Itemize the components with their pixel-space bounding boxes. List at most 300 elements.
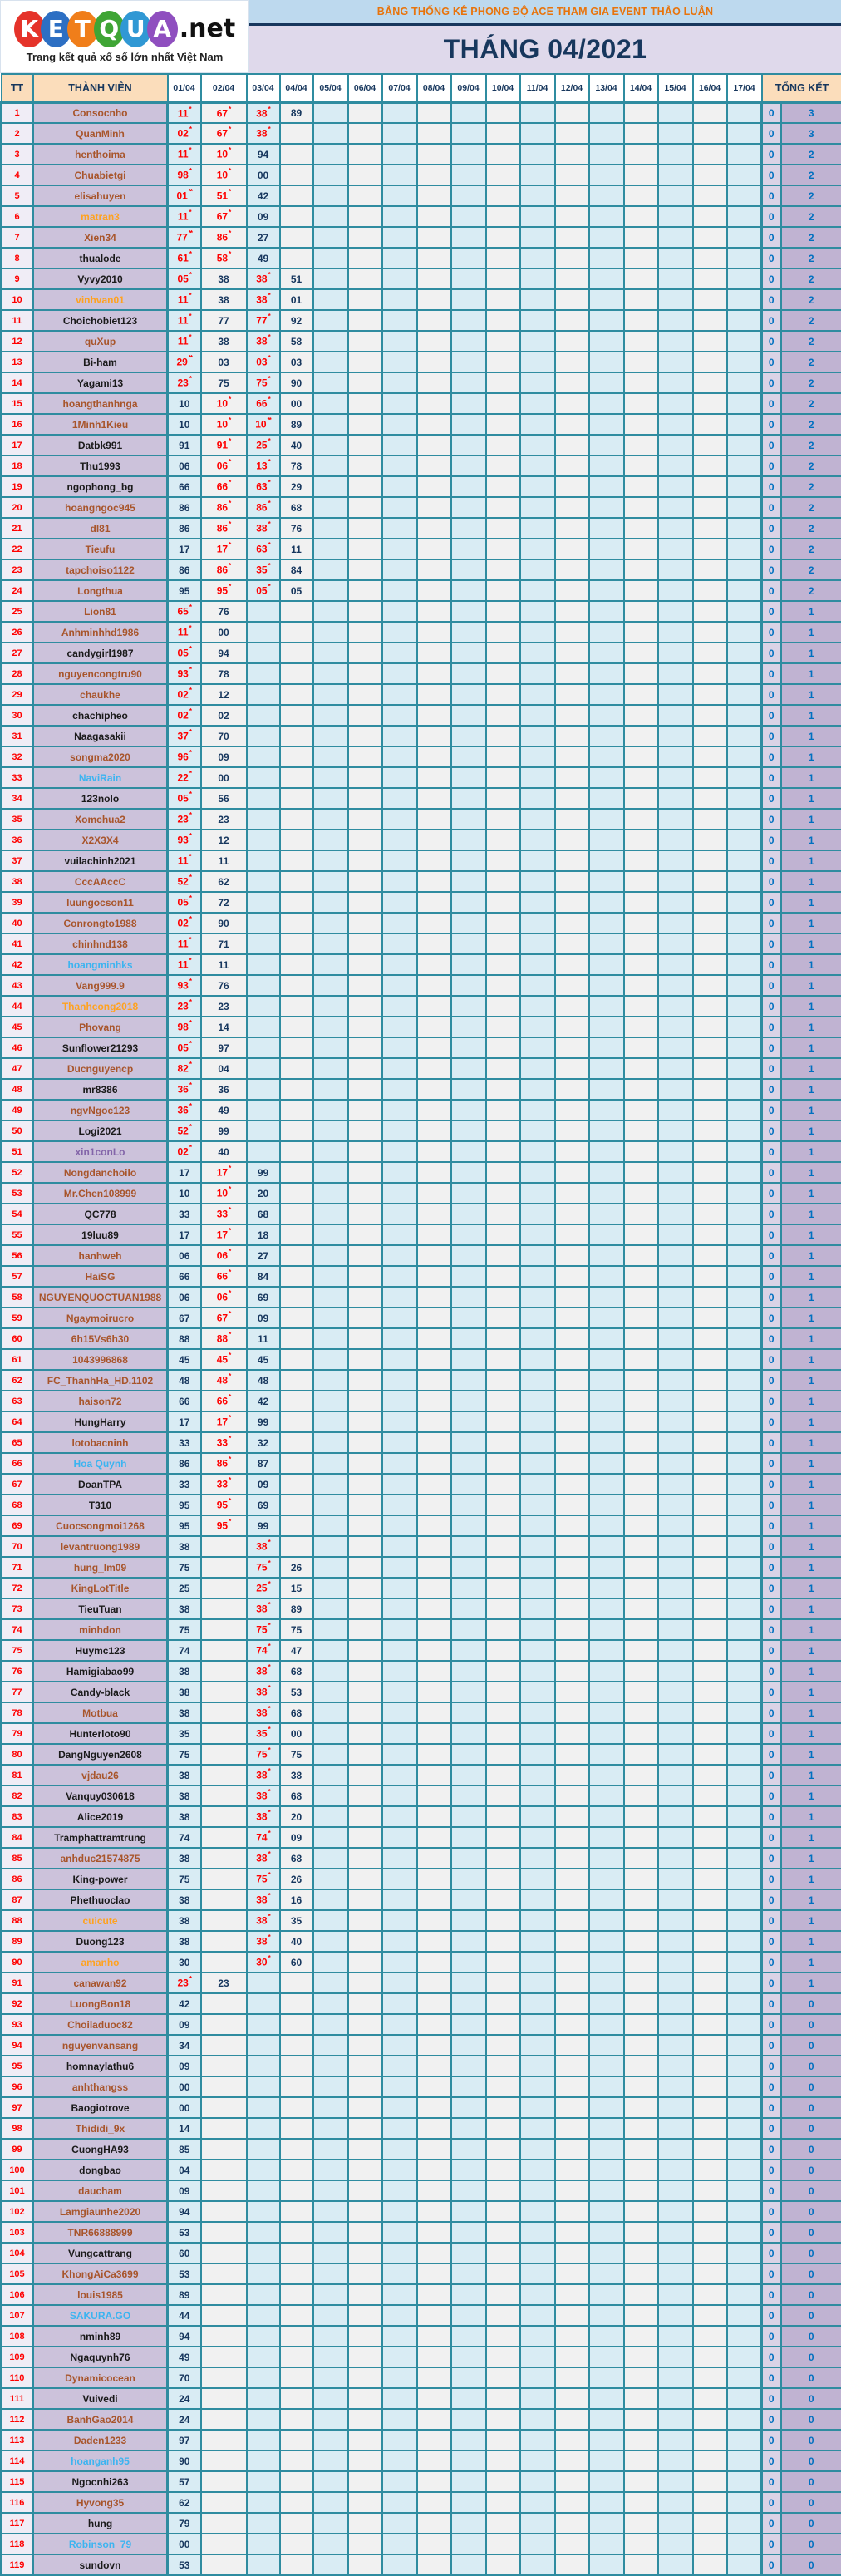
score-cell [486,1993,520,2014]
row-number: 104 [2,2243,33,2263]
score-cell [280,165,313,185]
score-cell [451,435,486,456]
score-cell [693,1204,727,1224]
score-cell [624,1578,658,1598]
score-cell [201,1785,247,1806]
score-value: 99 [258,1416,268,1428]
score-value: 34 [179,2040,189,2051]
row-number: 52 [2,1162,33,1183]
score-cell [486,2388,520,2409]
total-zero-cell: 0 [762,2014,781,2035]
score-cell [280,2554,313,2575]
score-cell [520,788,555,809]
score-value: 09 [218,751,229,763]
hit-star-marker: * [229,541,230,549]
score-cell [382,393,417,414]
table-row [2,1765,841,1785]
score-cell [451,1702,486,1723]
score-cell [693,2430,727,2450]
row-number: 77 [2,1682,33,1702]
score-cell [201,2471,247,2492]
score-cell [280,1079,313,1100]
score-cell [348,227,382,248]
score-cell [658,1183,693,1204]
score-cell [486,1162,520,1183]
score-cell [313,1889,348,1910]
score-cell [168,2347,201,2367]
total-zero-cell: 0 [762,1765,781,1785]
hit-star-marker: * [229,1331,230,1338]
score-cell [589,1391,624,1411]
score-cell [624,767,658,788]
score-cell [658,2160,693,2180]
score-value-hit: 38 [256,336,267,347]
score-cell [451,767,486,788]
score-cell [247,892,280,913]
score-cell [520,476,555,497]
score-value-hit: 63 [256,544,267,555]
score-cell [382,1952,417,1973]
score-cell [168,1619,201,1640]
score-value: 94 [218,648,229,659]
score-cell [247,185,280,206]
score-cell [451,310,486,331]
score-cell [417,1079,451,1100]
score-cell [247,2554,280,2575]
score-cell [589,2263,624,2284]
hit-star-marker: * [189,624,191,632]
score-value-hit: 38 [256,1666,267,1677]
score-cell [168,746,201,767]
score-cell [382,2222,417,2243]
score-cell [280,2430,313,2450]
score-cell [727,913,762,933]
score-cell [280,850,313,871]
score-cell [168,954,201,975]
score-cell [451,2243,486,2263]
score-cell [247,2056,280,2076]
score-cell [451,2284,486,2305]
score-cell [486,268,520,289]
total-zero-cell: 0 [762,809,781,830]
table-row [2,1245,841,1266]
table-row [2,289,841,310]
score-cell [417,850,451,871]
score-cell [168,2160,201,2180]
score-value-hit: 02 [178,128,189,140]
score-cell [382,2305,417,2326]
hit-star-marker: * [189,791,191,798]
score-cell [658,871,693,892]
score-cell [313,1121,348,1141]
score-cell [693,913,727,933]
score-value-hit: 98 [178,170,189,181]
score-cell [280,289,313,310]
score-cell [417,1536,451,1557]
row-number: 84 [2,1827,33,1848]
score-cell [555,767,589,788]
score-cell [555,684,589,705]
score-cell [451,1806,486,1827]
score-cell [486,1869,520,1889]
score-cell [313,1204,348,1224]
score-cell [348,1370,382,1391]
hit-star-marker: * [268,520,270,528]
score-cell [247,2201,280,2222]
table-row [2,1121,841,1141]
score-cell [168,2388,201,2409]
score-cell [520,850,555,871]
score-cell [201,393,247,414]
score-cell [382,2263,417,2284]
score-cell [555,372,589,393]
hit-star-marker: * [189,874,191,881]
score-cell [727,2139,762,2160]
score-cell [555,1474,589,1495]
score-cell [417,352,451,372]
score-cell [247,1308,280,1328]
score-cell [589,2014,624,2035]
hit-star-marker: * [229,479,230,486]
score-cell [486,2160,520,2180]
score-cell [727,2554,762,2575]
score-cell [658,352,693,372]
score-cell [727,726,762,746]
score-cell [520,622,555,643]
score-cell [417,310,451,331]
score-cell [693,559,727,580]
score-cell [624,1785,658,1806]
score-cell [382,1536,417,1557]
total-zero-cell: 0 [762,289,781,310]
score-cell [201,1308,247,1328]
score-cell [520,1557,555,1578]
score-cell [313,933,348,954]
member-name: Vungcattrang [33,2243,168,2263]
score-value: 26 [291,1874,302,1885]
score-cell [658,975,693,996]
hit-star-marker: * [268,1933,270,1941]
score-cell [727,1889,762,1910]
score-cell [417,1889,451,1910]
score-cell [486,1328,520,1349]
score-cell [382,2367,417,2388]
score-cell [451,559,486,580]
score-cell [313,850,348,871]
score-cell [520,456,555,476]
score-cell [417,2513,451,2534]
score-cell [348,2450,382,2471]
row-number: 65 [2,1432,33,1453]
score-value: 97 [179,2435,189,2446]
score-cell [624,2367,658,2388]
score-value-hit: 36 [178,1084,189,1096]
total-count-cell: 2 [781,559,841,580]
score-cell [658,2180,693,2201]
score-cell [201,1411,247,1432]
score-cell [168,1349,201,1370]
score-cell [624,2097,658,2118]
score-cell [417,123,451,144]
score-cell [658,2284,693,2305]
score-cell [201,2388,247,2409]
member-name: lotobacninh [33,1432,168,1453]
score-cell [280,1349,313,1370]
score-cell [313,1723,348,1744]
score-cell [486,726,520,746]
score-cell [168,1391,201,1411]
score-cell [348,2118,382,2139]
total-count-cell: 2 [781,144,841,165]
score-cell [589,1744,624,1765]
score-cell [201,144,247,165]
member-name: Motbua [33,1702,168,1723]
score-cell [589,601,624,622]
score-cell [589,1869,624,1889]
score-cell [280,1765,313,1785]
score-cell [280,2201,313,2222]
score-cell [168,1037,201,1058]
score-cell [624,165,658,185]
score-cell [280,1702,313,1723]
score-cell [727,2471,762,2492]
hit-star-marker: * [268,479,270,486]
member-name: NaviRain [33,767,168,788]
score-cell [247,268,280,289]
member-name: Dynamicocean [33,2367,168,2388]
row-number: 63 [2,1391,33,1411]
score-value: 49 [218,1105,229,1116]
total-count-cell: 1 [781,1869,841,1889]
score-cell [658,1391,693,1411]
score-cell [589,227,624,248]
score-cell [555,1889,589,1910]
score-cell [417,1765,451,1785]
score-cell [589,1349,624,1370]
score-cell [624,1453,658,1474]
score-value-hit: 17 [217,1229,228,1241]
score-cell [382,2160,417,2180]
score-cell [348,1141,382,1162]
score-cell [201,705,247,726]
score-cell [624,2201,658,2222]
score-cell [348,352,382,372]
hit-star-marker: * [229,1435,230,1442]
table-row [2,1785,841,1806]
score-cell [451,227,486,248]
total-count-cell: 1 [781,809,841,830]
score-value: 32 [258,1437,268,1449]
score-cell [313,2243,348,2263]
score-cell [382,1308,417,1328]
hit-star-marker: * [268,354,270,362]
score-cell [417,2409,451,2430]
score-cell [417,2014,451,2035]
score-cell [727,580,762,601]
score-value: 69 [258,1292,268,1303]
score-cell [313,746,348,767]
score-cell [658,2056,693,2076]
score-value-hit: 38 [256,1936,267,1948]
column-header-date: 02/04 [201,74,247,102]
member-name: Hoa Quynh [33,1453,168,1474]
score-cell [555,1682,589,1702]
score-cell [589,456,624,476]
score-cell [486,1495,520,1515]
score-cell [451,1224,486,1245]
logo-letter: A [147,11,178,47]
table-row [2,2056,841,2076]
score-cell [247,2263,280,2284]
score-cell [486,248,520,268]
score-cell [280,1723,313,1744]
score-cell [382,1557,417,1578]
score-cell [624,1204,658,1224]
score-cell [382,1245,417,1266]
score-cell [693,1370,727,1391]
score-cell [348,1058,382,1079]
member-name: Consocnho [33,102,168,123]
score-value: 74 [179,1645,189,1657]
score-cell [280,1287,313,1308]
score-cell [247,1100,280,1121]
score-cell [486,2492,520,2513]
table-row [2,414,841,435]
score-cell [727,1411,762,1432]
score-cell [727,331,762,352]
score-cell [693,310,727,331]
score-cell [520,2284,555,2305]
score-cell [201,2284,247,2305]
score-cell [201,1640,247,1661]
row-number: 13 [2,352,33,372]
score-value: 58 [291,336,302,347]
table-row [2,1869,841,1889]
score-value: 53 [179,2268,189,2280]
total-count-cell: 0 [781,2263,841,2284]
table-row [2,518,841,539]
score-cell [693,1723,727,1744]
score-cell [486,892,520,913]
score-cell [624,2035,658,2056]
score-value: 88 [179,1333,189,1345]
total-count-cell: 0 [781,2014,841,2035]
score-cell [658,1058,693,1079]
score-cell [247,1370,280,1391]
score-cell [486,2222,520,2243]
score-cell [280,2513,313,2534]
score-cell [624,2222,658,2243]
total-zero-cell: 0 [762,705,781,726]
score-cell [417,2076,451,2097]
score-cell [451,2222,486,2243]
score-cell [624,684,658,705]
row-number: 61 [2,1349,33,1370]
score-cell [417,1682,451,1702]
score-cell [520,1869,555,1889]
total-zero-cell: 0 [762,2471,781,2492]
score-value: 03 [218,357,229,368]
score-cell [589,850,624,871]
score-cell [280,518,313,539]
score-cell [624,1744,658,1765]
score-cell [624,393,658,414]
score-cell [555,414,589,435]
member-name: songma2020 [33,746,168,767]
score-cell [486,1515,520,1536]
total-zero-cell: 0 [762,663,781,684]
score-cell [201,601,247,622]
score-cell [520,830,555,850]
table-row [2,2139,841,2160]
score-cell [451,2056,486,2076]
row-number: 18 [2,456,33,476]
score-cell [486,2076,520,2097]
total-zero-cell: 0 [762,2201,781,2222]
table-row [2,2305,841,2326]
score-cell [451,372,486,393]
score-cell [486,331,520,352]
score-cell [201,1619,247,1640]
score-cell [280,1308,313,1328]
total-count-cell: 1 [781,1973,841,1993]
total-count-cell: 1 [781,1037,841,1058]
total-count-cell: 0 [781,2056,841,2076]
score-cell [624,372,658,393]
score-cell [693,1453,727,1474]
score-cell [520,1287,555,1308]
score-cell [417,414,451,435]
score-value: 23 [218,1978,229,1989]
score-cell [247,1723,280,1744]
total-zero-cell: 0 [762,767,781,788]
total-zero-cell: 0 [762,1328,781,1349]
member-name: Hamigiabao99 [33,1661,168,1682]
score-cell [168,2326,201,2347]
score-cell [201,1141,247,1162]
score-cell [589,830,624,850]
score-cell [313,622,348,643]
score-cell [555,726,589,746]
column-header-date: 04/04 [280,74,313,102]
score-value: 38 [179,1603,189,1615]
score-cell [280,1266,313,1287]
total-count-cell: 0 [781,2430,841,2450]
score-cell [555,393,589,414]
score-cell [624,892,658,913]
score-cell [280,580,313,601]
score-value: 75 [291,1749,302,1761]
score-cell [417,331,451,352]
score-cell [693,2035,727,2056]
score-value-hit: 86 [217,232,228,244]
score-cell [589,1204,624,1224]
score-value-hit: 11 [178,149,189,160]
score-cell [727,1536,762,1557]
score-value-hit: 17 [217,1167,228,1179]
score-cell [520,2492,555,2513]
score-value: 10 [179,419,189,431]
table-row [2,975,841,996]
score-cell [658,663,693,684]
score-cell [589,144,624,165]
score-cell [520,1806,555,1827]
score-value: 42 [179,1998,189,2010]
score-cell [168,1245,201,1266]
score-cell [451,1765,486,1785]
table-row [2,601,841,622]
score-cell [624,954,658,975]
